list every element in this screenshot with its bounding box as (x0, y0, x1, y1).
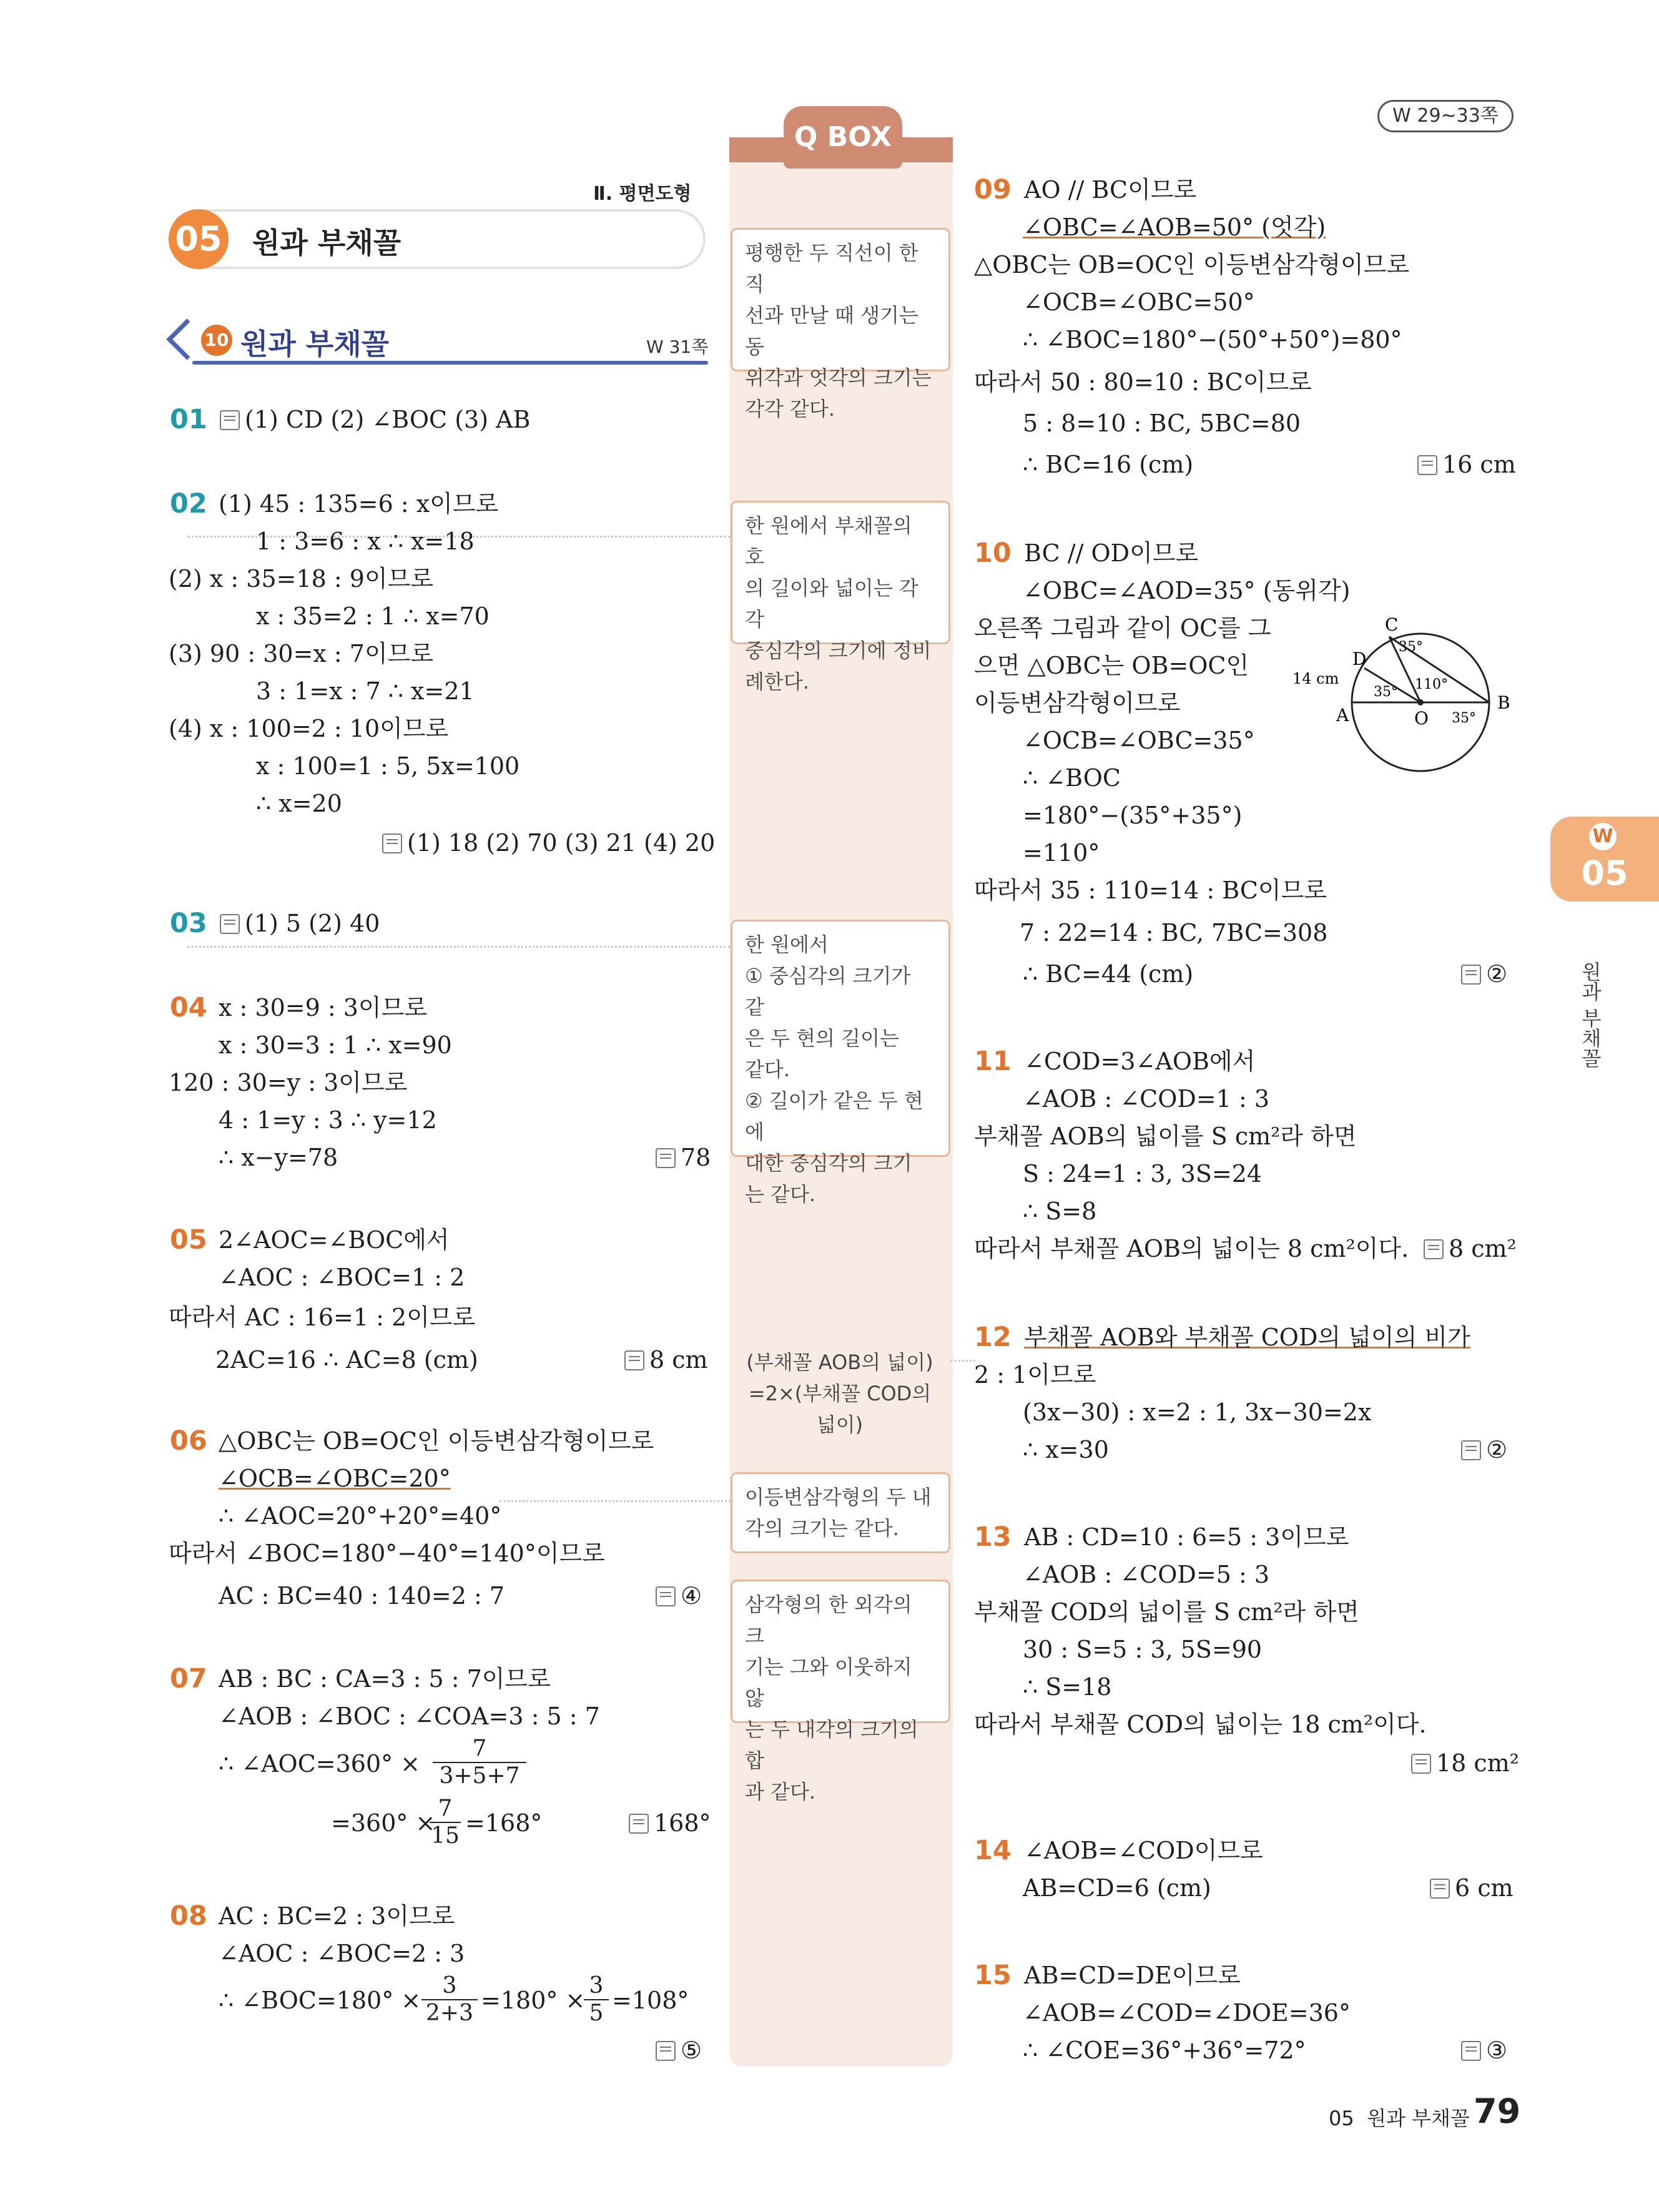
solution-line: ∠OCB=∠OBC=35° (1023, 727, 1255, 754)
solution-line: ∠OBC=∠AOB=50° (엇각) (1023, 214, 1326, 241)
answer: (1) 5 (2) 40 (220, 910, 380, 937)
answer: ② (1461, 960, 1507, 988)
answer: 168° (629, 1809, 711, 1837)
side-tab-label: 원과 부채꼴 (1578, 961, 1602, 1068)
side-tab-letter: W (1589, 823, 1617, 850)
solution-line: 120 : 30=y : 3이므로 (169, 1069, 408, 1096)
fraction (430, 1796, 461, 1849)
solution-line: AC : BC=2 : 3이므로 (219, 1902, 455, 1930)
solution-line: ∠AOB=∠COD이므로 (1024, 1837, 1263, 1864)
answer-icon (629, 1814, 649, 1834)
solution-line: =180° × (481, 1987, 586, 2014)
problem-number: 10 (974, 538, 1012, 569)
solution-line: 7 : 22=14 : BC, 7BC=308 (1020, 919, 1328, 946)
solution-line: AC : BC=40 : 140=2 : 7 (219, 1582, 505, 1610)
section-label: Ⅱ. 평면도형 (593, 183, 692, 205)
problem-number: 02 (170, 488, 207, 519)
qbox-card-5: 삼각형의 한 외각의 크 기는 그와 이웃하지 않 는 두 내각의 크기의 합 과 같다. (731, 1580, 950, 1723)
answer-icon (1411, 1754, 1431, 1774)
answer-icon (1430, 1879, 1450, 1899)
qbox-card-1: 평행한 두 직선이 한 직 선과 만날 때 생기는 동 위각과 엇각의 크기는 각각 같다. (731, 228, 950, 371)
solution-line: 부채꼴 AOB의 넓이를 S cm²라 하면 (974, 1123, 1357, 1150)
solution-line: AB : BC : CA=3 : 5 : 7이므로 (219, 1665, 551, 1693)
solution-line: ∠AOB : ∠COD=5 : 3 (1023, 1561, 1270, 1588)
problem-number: 08 (170, 1900, 207, 1932)
problem-number: 06 (170, 1425, 207, 1457)
problem-number: 09 (974, 174, 1012, 205)
answer: 8 cm (624, 1346, 708, 1374)
label-a: A (1336, 705, 1349, 725)
pages-badge: W 29~33쪽 (1377, 100, 1514, 132)
fraction-denominator: 15 (430, 1822, 461, 1849)
solution-line: ∠AOB : ∠BOC : ∠COA=3 : 5 : 7 (219, 1703, 600, 1730)
solution-line: ∴ ∠BOC=180°−(50°+50°)=80° (1023, 326, 1402, 353)
side-tab-number: 05 (1581, 853, 1628, 893)
solution-line: 4 : 1=y : 3 ∴ y=12 (219, 1106, 437, 1134)
label-length: 14 cm (1292, 670, 1339, 687)
solution-line: 이등변삼각형이므로 (974, 689, 1181, 717)
fraction-denominator: 5 (584, 1999, 609, 2027)
solution-line: ∠AOB=∠COD=∠DOE=36° (1023, 1999, 1351, 2027)
solution-line: 따라서 35 : 110=14 : BC이므로 (974, 877, 1327, 904)
connector-line (950, 1360, 975, 1362)
label-angle: 35° (1399, 639, 1423, 655)
solution-line: 2∠AOC=∠BOC에서 (219, 1226, 450, 1254)
solution-line: (3x−30) : x=2 : 1, 3x−30=2x (1023, 1398, 1372, 1426)
solution-line: △OBC는 OB=OC인 이등변삼각형이므로 (219, 1427, 654, 1455)
answer: ④ (656, 1582, 702, 1610)
solution-line: ∴ ∠COE=36°+36°=72° (1023, 2037, 1306, 2064)
fraction-numerator: 3 (589, 1973, 604, 1998)
answer-icon (220, 410, 240, 430)
label-angle: 35° (1452, 710, 1476, 726)
label-c: C (1385, 615, 1399, 635)
answer-icon (656, 1586, 676, 1606)
answer: ⑤ (656, 2037, 702, 2064)
answer-icon (1461, 1440, 1481, 1460)
solution-line: ∴ x−y=78 (219, 1144, 338, 1171)
center-point (1417, 699, 1424, 705)
solution-line: 2AC=16 ∴ AC=8 (cm) (215, 1346, 478, 1374)
answer-icon (1461, 965, 1481, 985)
answer: 6 cm (1430, 1874, 1514, 1902)
solution-line: AB=CD=DE이므로 (1024, 1962, 1241, 1989)
label-o: O (1414, 708, 1429, 729)
answer: ② (1461, 1436, 1507, 1463)
solution-line: ∴ ∠BOC (1023, 764, 1121, 792)
solution-line: BC // OD이므로 (1024, 539, 1199, 567)
answer-icon (624, 1350, 644, 1370)
solution-line: 5 : 8=10 : BC, 5BC=80 (1023, 410, 1301, 437)
problem-number: 01 (170, 404, 207, 435)
solution-line: AB=CD=6 (cm) (1023, 1874, 1211, 1902)
solution-line: =110° (1023, 839, 1100, 867)
solution-line: x : 30=9 : 3이므로 (219, 994, 428, 1021)
circle-figure (1286, 615, 1517, 777)
fraction-denominator: 3+5+7 (433, 1762, 526, 1789)
answer: 16 cm (1417, 451, 1516, 478)
problem-number: 05 (170, 1224, 207, 1256)
solution-line: 1 : 3=6 : x ∴ x=18 (256, 528, 475, 555)
solution-line: ∠OCB=∠OBC=20° (219, 1465, 451, 1492)
solution-line: S : 24=1 : 3, 3S=24 (1023, 1160, 1263, 1187)
topic-underline (192, 361, 708, 365)
topic-number: 10 (201, 325, 232, 356)
solution-line: 따라서 50 : 80=10 : BC이므로 (974, 368, 1312, 396)
solution-line: AB : CD=10 : 6=5 : 3이므로 (1024, 1523, 1349, 1551)
solution-line: 따라서 부채꼴 AOB의 넓이는 8 cm²이다. (974, 1235, 1409, 1262)
answer: ③ (1461, 2037, 1507, 2064)
problem-number: 11 (974, 1046, 1012, 1077)
solution-line: ∴ x=20 (256, 790, 342, 817)
solution-line: 부채꼴 AOB와 부채꼴 COD의 넓이의 비가 (1024, 1324, 1470, 1351)
solution-line: 부채꼴 COD의 넓이를 S cm²라 하면 (974, 1598, 1359, 1626)
fraction (584, 1973, 609, 2027)
solution-line: ∴ ∠AOC=360° × (219, 1750, 421, 1777)
solution-line: ∴ S=18 (1023, 1673, 1112, 1701)
problem-number: 13 (974, 1521, 1012, 1553)
answer-icon (1461, 2041, 1481, 2061)
solution-line: 오른쪽 그림과 같이 OC를 그 (974, 614, 1271, 642)
problem-number: 14 (974, 1835, 1012, 1866)
chapter-number: 05 (169, 209, 229, 269)
solution-line: 30 : S=5 : 3, 5S=90 (1023, 1636, 1263, 1663)
fraction (433, 1736, 526, 1789)
answer: 8 cm² (1424, 1235, 1517, 1262)
answer-icon (220, 914, 240, 934)
solution-line: ∴ ∠BOC=180° × (219, 1987, 421, 2014)
label-angle: 110° (1415, 677, 1448, 692)
qbox-card-2: 한 원에서 부채꼴의 호 의 길이와 넓이는 각각 중심각의 크기에 정비 례한다. (731, 501, 950, 644)
solution-line: (1) 45 : 135=6 : x이므로 (219, 490, 499, 518)
solution-line: ∴ BC=16 (cm) (1023, 451, 1194, 478)
topic-header (169, 318, 709, 368)
topic-ref: W 31쪽 (646, 337, 709, 357)
solution-line: AO // BC이므로 (1024, 176, 1197, 204)
answer: (1) 18 (2) 70 (3) 21 (4) 20 (382, 829, 715, 857)
answer-icon (656, 1148, 676, 1168)
answer-icon (656, 2041, 676, 2061)
solution-line: ∠OBC=∠AOD=35° (동위각) (1023, 577, 1351, 604)
solution-line: 따라서 부채꼴 COD의 넓이는 18 cm²이다. (974, 1711, 1427, 1738)
solution-line: =180°−(35°+35°) (1023, 802, 1243, 829)
solution-line: ∴ BC=44 (cm) (1023, 960, 1194, 988)
solution-line: ∴ S=8 (1023, 1197, 1097, 1225)
answer-icon (382, 833, 402, 853)
qbox-title: Q BOX (784, 106, 902, 169)
fraction-denominator: 2+3 (421, 1999, 478, 2027)
topic-title: 원과 부채꼴 (240, 327, 390, 361)
solution-line: =360° × (331, 1809, 436, 1837)
solution-line: (3) 90 : 30=x : 7이므로 (169, 640, 434, 667)
chapter-title: 원과 부채꼴 (252, 226, 401, 260)
problem-number: 07 (170, 1663, 207, 1694)
problem-number: 12 (974, 1322, 1012, 1353)
fraction-numerator: 7 (472, 1736, 487, 1761)
label-angle: 35° (1374, 684, 1398, 700)
solution-line: ∠AOC : ∠BOC=2 : 3 (219, 1940, 465, 1967)
answer: 18 cm² (1411, 1749, 1519, 1777)
label-b: B (1497, 692, 1510, 713)
solution-line: (4) x : 100=2 : 10이므로 (169, 715, 449, 742)
solution-line: 으면 △OBC는 OB=OC인 (974, 652, 1249, 679)
connector-line (187, 946, 731, 948)
solution-line: x : 100=1 : 5, 5x=100 (256, 752, 520, 780)
solution-line: ∴ ∠AOC=20°+20°=40° (219, 1502, 502, 1530)
solution-line: 따라서 ∠BOC=180°−40°=140°이므로 (169, 1540, 605, 1567)
solution-line: ∠OCB=∠OBC=50° (1023, 288, 1255, 316)
solution-line: =168° (465, 1809, 543, 1837)
qbox-card-3: 한 원에서 ① 중심각의 크기가 같 은 두 현의 길이는 같다. ② 길이가 같은 두 현에 대한 중심각의 크기 는 같다. (731, 920, 950, 1157)
page-number: 79 (1474, 2092, 1521, 2131)
solution-line: ∠AOB : ∠COD=1 : 3 (1023, 1085, 1270, 1113)
solution-line: (2) x : 35=18 : 9이므로 (169, 565, 434, 592)
label-d: D (1352, 649, 1367, 669)
solution-line: △OBC는 OB=OC인 이등변삼각형이므로 (974, 251, 1410, 278)
fraction-numerator: 7 (438, 1796, 453, 1821)
fraction (421, 1973, 478, 2027)
qbox-card-4: 이등변삼각형의 두 내 각의 크기는 같다. (731, 1472, 950, 1553)
qbox-note: (부채꼴 AOB의 넓이) =2×(부채꼴 COD의 넓이) (746, 1350, 933, 1437)
answer: 78 (656, 1144, 711, 1171)
solution-line: x : 35=2 : 1 ∴ x=70 (256, 602, 490, 630)
solution-line: 2 : 1이므로 (974, 1361, 1096, 1389)
answer: (1) CD (2) ∠BOC (3) AB (220, 406, 530, 433)
connector-line (500, 1500, 731, 1502)
chapter-header (169, 209, 706, 269)
solution-line: ∴ x=30 (1023, 1436, 1109, 1463)
problem-number: 04 (170, 992, 207, 1023)
solution-line: 따라서 AC : 16=1 : 2이므로 (169, 1304, 476, 1331)
side-tab[interactable] (1550, 817, 1659, 902)
solution-line: ∠COD=3∠AOB에서 (1024, 1048, 1256, 1075)
solution-line: x : 30=3 : 1 ∴ x=90 (219, 1031, 452, 1059)
fraction-numerator: 3 (442, 1973, 457, 1998)
solution-line: 3 : 1=x : 7 ∴ x=21 (256, 677, 475, 705)
problem-number: 15 (974, 1960, 1012, 1991)
answer-icon (1417, 455, 1437, 475)
problem-number: 03 (170, 908, 207, 939)
footer-chapter: 05 원과 부채꼴 (1329, 2106, 1470, 2130)
solution-line: ∠AOC : ∠BOC=1 : 2 (219, 1264, 465, 1291)
solution-line: =108° (612, 1987, 689, 2014)
answer-icon (1424, 1239, 1444, 1259)
